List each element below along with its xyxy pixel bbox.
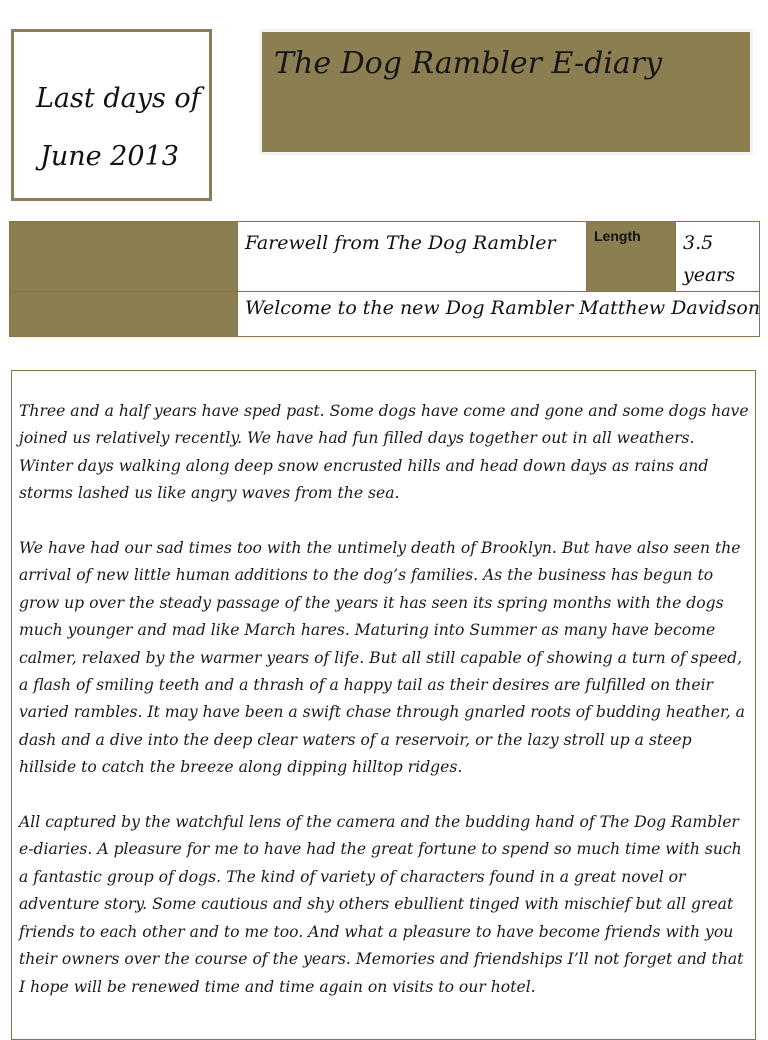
shaded-cell	[10, 292, 238, 337]
title-banner	[259, 29, 753, 155]
welcome-cell	[238, 292, 760, 337]
shaded-cell	[10, 222, 238, 292]
info-table	[9, 221, 760, 337]
info-row-welcome	[10, 292, 760, 337]
date-line-1: Last days of	[36, 83, 201, 114]
length-label: Length	[594, 228, 641, 244]
farewell-cell	[238, 222, 587, 292]
length-value: 3.5 years	[683, 232, 736, 286]
farewell-text: Farewell from The Dog Rambler	[245, 232, 556, 254]
page-title: The Dog Rambler E-diary	[274, 46, 663, 81]
paragraph-3: All captured by the watchful lens of the camera and the budding hand of The Dog Rambler e-diaries. A pleasure for me to have had the great fortune to spend so much time with such a fantastic group of dogs. The kind of variety of characters found in a great novel or adventure story. Some cautious and shy others ebullient tinged with mischief but all great friends to each other and to me too. And what a pleasure to have become friends with you their owners over the course of the years. Memories and friendships I’ll not forget and that I hope will be renewed time and time again on visits to our hotel.	[19, 813, 744, 996]
date-box	[11, 29, 212, 201]
length-label-cell	[587, 222, 676, 292]
paragraph-2: We have had our sad times too with the untimely death of Brooklyn. But have also seen the arrival of new little human additions to the dog’s families. As the business has begun to grow up over the steady passage of the years it has seen its spring months with the dogs much younger and mad like March hares. Maturing into Summer as many have become calmer, relaxed by the warmer years of life. But all still capable of showing a turn of speed, a flash of smiling teeth and a thrash of a happy tail as their desires are fulfilled on their varied rambles. It may have been a swift chase through gnarled roots of budding heather, a dash and a dive into the deep clear waters of a reservoir, or the lazy stroll up a steep hillside to catch the breeze along dipping hilltop ridges.	[19, 539, 745, 777]
info-row-farewell	[10, 222, 760, 292]
welcome-text: Welcome to the new Dog Rambler Matthew Davidson	[245, 297, 761, 319]
paragraph-1: Three and a half years have sped past. Some dogs have come and gone and some dogs have joined us relatively recently. We have had fun filled days together out in all weathers. Winter days walking along deep snow encrusted hills and head down days as rains and storms lashed us like angry waves from the sea.	[19, 402, 749, 503]
diary-body	[11, 370, 756, 1040]
length-value-cell	[676, 222, 760, 292]
date-line-2: June 2013	[40, 141, 179, 172]
